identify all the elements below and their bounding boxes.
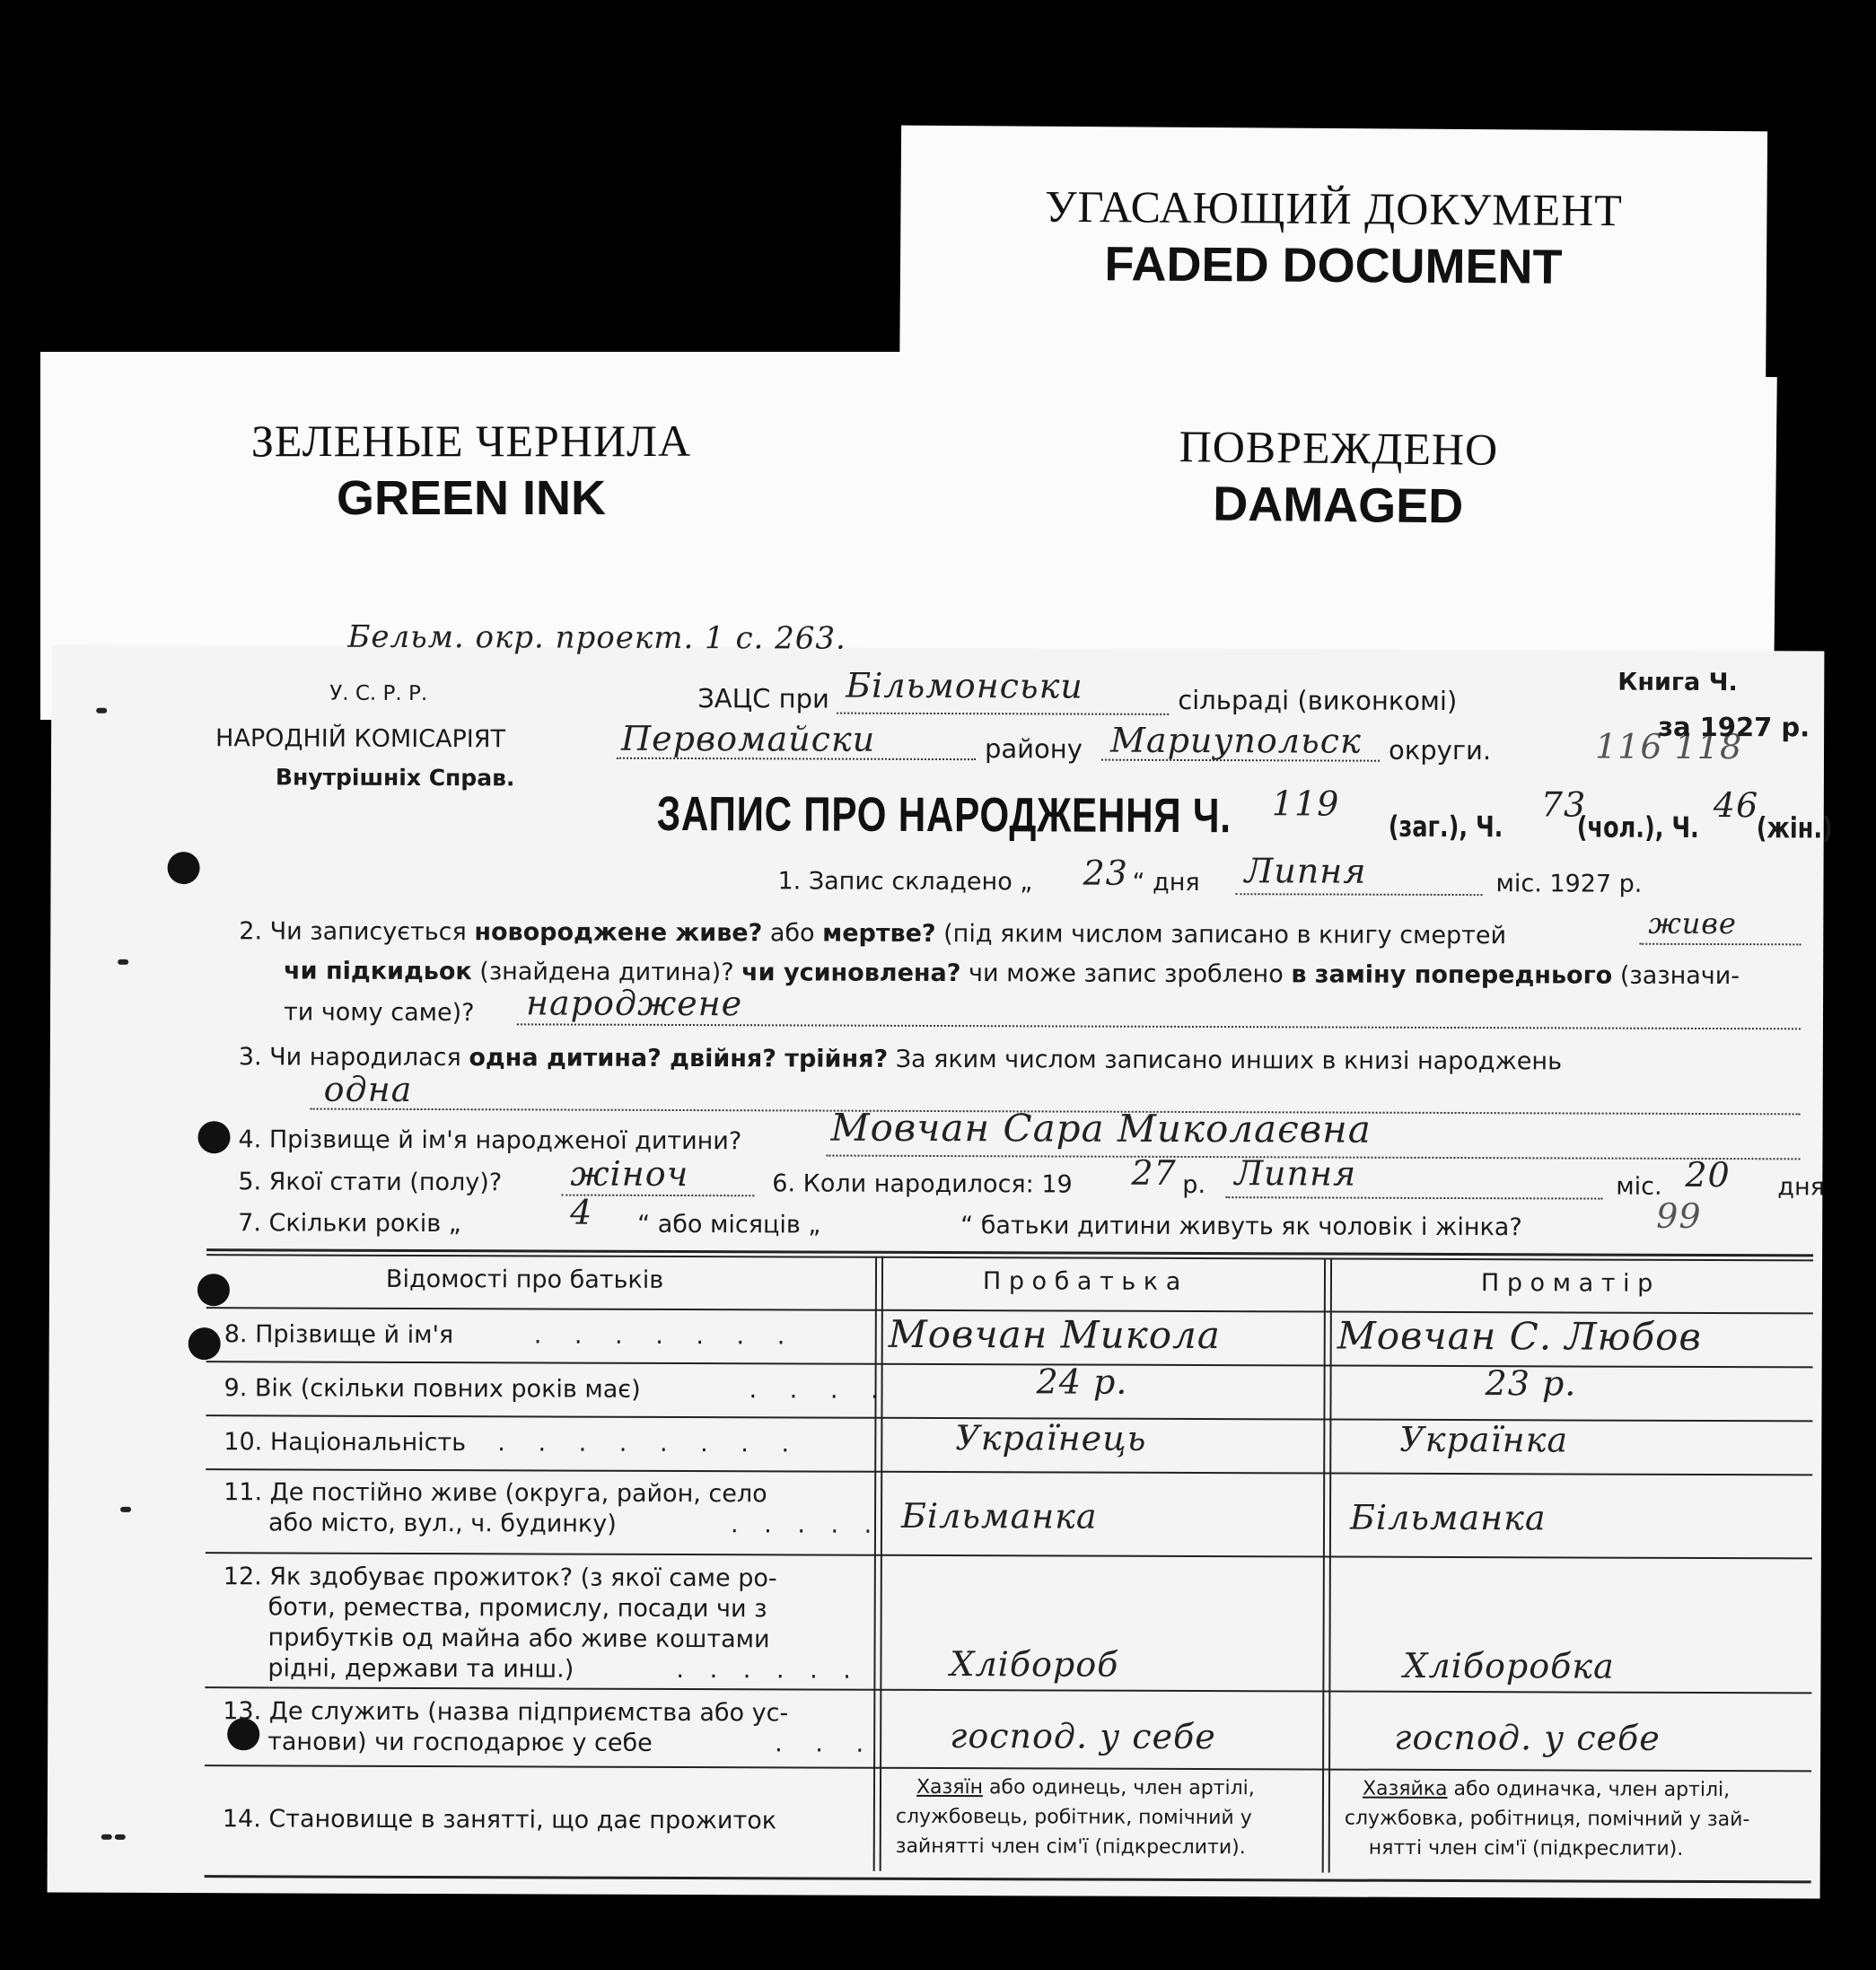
q7-answer: 99	[1656, 1195, 1702, 1236]
row14-father-line3: зайнятті член сім'ї (підкреслити).	[895, 1834, 1246, 1860]
col-divider-2	[1322, 1258, 1326, 1873]
q2-l2f: (зазначи-	[1612, 961, 1740, 991]
book-label: Книга Ч.	[1617, 668, 1738, 697]
q2-answer-alive: живе	[1648, 906, 1737, 941]
q2-l2b: (знайдена дитина)?	[471, 958, 742, 987]
title-male-label: (чол.), Ч.	[1576, 810, 1699, 845]
q2-l2c: чи усиновлена?	[741, 959, 961, 988]
q1-mid: “ дня	[1132, 868, 1200, 897]
row-line	[205, 1764, 1811, 1772]
row9-leader: . . . .	[749, 1376, 891, 1405]
q1-month: Липня	[1244, 851, 1367, 891]
col-divider-2b	[1328, 1258, 1332, 1873]
row14-mother-line1	[1363, 1778, 1730, 1801]
table-bottom-line	[205, 1875, 1811, 1883]
q7-years: 4	[570, 1192, 593, 1232]
col-divider-1	[873, 1256, 877, 1871]
row13-father: господ. у себе	[950, 1716, 1216, 1757]
title-total-number: 119	[1271, 784, 1340, 824]
row-line	[206, 1552, 1812, 1559]
ussr-heading: У. С. Р. Р.	[329, 681, 428, 706]
q2-line1	[239, 917, 1506, 950]
binder-hole	[197, 1274, 230, 1306]
row13-mother: господ. у себе	[1394, 1717, 1661, 1758]
q2-l1d: мертве?	[822, 919, 936, 948]
faded-label-ru: УГАСАЮЩИЙ ДОКУМЕНТ	[1044, 180, 1623, 236]
title-female-number: 46	[1713, 785, 1759, 826]
binder-hole	[168, 852, 200, 884]
speck	[115, 1834, 126, 1840]
q6-month-dots	[1225, 1196, 1602, 1199]
q3-answer: одна	[323, 1069, 413, 1109]
q2-line2	[284, 957, 1740, 990]
row10-mother: Українка	[1399, 1419, 1569, 1460]
row11-leader: . . . . .	[730, 1510, 881, 1539]
q1-month-dots	[1235, 893, 1482, 896]
village-handwritten: Більмонськи	[846, 665, 1083, 706]
row10-label: 10. Національність	[224, 1428, 467, 1458]
speck	[118, 959, 128, 965]
raion-label: району	[984, 733, 1083, 765]
col-divider-1b	[880, 1256, 883, 1871]
q2-l1e: (під яким числом записано в книгу смертей	[935, 919, 1507, 950]
row12-leader: . . . . . .	[676, 1655, 860, 1685]
row11-mother: Більманка	[1349, 1497, 1547, 1538]
internal-affairs-heading: Внутрішніх Справ.	[275, 764, 515, 792]
row8-leader: . . . . . . .	[533, 1321, 798, 1351]
row13-label-1: 13. Де служить (назва підприємства або ус-	[223, 1697, 789, 1728]
q5-answer-sex: жіноч	[570, 1153, 689, 1195]
speck	[120, 1507, 131, 1512]
row10-father: Українець	[955, 1418, 1147, 1458]
table-head-father: П р о б а т ь к а	[982, 1267, 1181, 1296]
zags-prefix: ЗАЦС при	[697, 683, 829, 714]
row12-mother: Хліборобка	[1403, 1645, 1615, 1686]
q6-day: 20	[1685, 1154, 1731, 1195]
archive-stamp-number: 116 118	[1594, 726, 1743, 767]
speck	[96, 708, 107, 714]
okruh-handwritten: Мариупольск	[1109, 720, 1362, 761]
q2-answer-born: народжене	[525, 983, 743, 1024]
row11-father: Більманка	[900, 1495, 1098, 1537]
damaged-label-ru: ПОВРЕЖДЕНО	[1179, 421, 1499, 475]
q7-c: “ батьки дитини живуть як чоловік і жінка?	[960, 1212, 1522, 1242]
year-label: за 1927 р.	[1658, 711, 1810, 743]
row10-leader: . . . . . . . .	[497, 1429, 802, 1458]
binder-hole	[188, 1327, 221, 1360]
row9-label: 9. Вік (скільки повних років має)	[224, 1374, 641, 1404]
damaged-label-en: DAMAGED	[1212, 477, 1464, 534]
q3-line	[239, 1043, 1562, 1075]
okruh-dots	[1101, 759, 1380, 762]
row14-father-line2: службовець, робітник, помічний у	[895, 1805, 1252, 1830]
row14-father-owner: Хазяїн	[916, 1775, 984, 1799]
row11-label-2: або місто, вул., ч. будинку)	[267, 1509, 617, 1538]
row9-mother: 23 р.	[1485, 1363, 1577, 1404]
row14-mother-line3: нятті член сім'ї (підкреслити).	[1368, 1836, 1684, 1861]
q7-a: 7. Скільки років „	[238, 1209, 461, 1239]
q2-alive-dots	[1639, 943, 1801, 946]
green-ink-label-en: GREEN INK	[336, 471, 607, 525]
q4-answer-child-name: Мовчан Сара Миколаєвна	[830, 1105, 1372, 1151]
q2-l1a: 2. Чи записується	[239, 917, 475, 947]
birth-record-form	[48, 618, 1833, 1899]
row12-label-3: прибутків од майна або живе коштами	[267, 1624, 770, 1654]
q3-a: 3. Чи народилася	[238, 1043, 469, 1073]
row14-mother-line2: службовка, робітниця, помічний у зай-	[1344, 1807, 1750, 1832]
green-ink-label-ru: ЗЕЛЕНЫЕ ЧЕРНИЛА	[250, 416, 692, 466]
q3-c: За яким числом записано инших в книзі народжень	[888, 1045, 1563, 1076]
row13-leader: . . .	[775, 1729, 877, 1758]
table-head-info: Відомості про батьків	[385, 1265, 664, 1294]
row9-father: 24 р.	[1036, 1361, 1128, 1402]
row12-father: Хлібороб	[950, 1644, 1119, 1685]
q7-b: “ або місяців „	[637, 1210, 821, 1239]
commissariat-heading: НАРОДНІЙ КОМІСАРІЯТ	[215, 724, 506, 754]
table-head-mother: П р о м а т і р	[1480, 1269, 1653, 1298]
raion-handwritten: Первомайски	[620, 718, 876, 759]
q6-month: Липня	[1234, 1153, 1357, 1194]
title-female-label: (жін.)	[1756, 810, 1833, 845]
damaged-label	[899, 368, 1777, 687]
record-title: ЗАПИС ПРО НАРОДЖЕННЯ Ч.	[656, 786, 1232, 844]
q2-born-dots	[517, 1023, 1801, 1029]
row11-label-1: 11. Де постійно живе (округа, район, село	[224, 1478, 767, 1509]
q6-year: 27	[1131, 1152, 1177, 1193]
q2-l2a: чи підкидьок	[284, 957, 472, 986]
row8-father: Мовчан Микола	[888, 1311, 1221, 1358]
q2-l1c: або	[762, 919, 823, 948]
row8-mother: Мовчан С. Любов	[1337, 1313, 1702, 1359]
row13-label-2: танови) чи господарює у себе	[267, 1728, 653, 1757]
q2-l2d: чи може запис зроблено	[960, 959, 1292, 989]
q4-question: 4. Прізвище й ім'я народженої дитини?	[238, 1125, 742, 1156]
q3-b: одна дитина? двійня? трійня?	[469, 1044, 889, 1073]
row12-label-1: 12. Як здобуває прожиток? (з якої саме ро-	[223, 1563, 777, 1593]
raion-dots	[617, 757, 976, 760]
q5-question: 5. Якої стати (полу)?	[238, 1168, 503, 1197]
title-male-number: 73	[1540, 784, 1587, 825]
row-line	[206, 1468, 1812, 1475]
q6-question: 6. Коли народилося: 19	[772, 1169, 1073, 1199]
speck	[101, 1834, 112, 1840]
q1-prefix: 1. Запис складено „	[777, 867, 1033, 897]
top-scribble: Бельм. окр. проект. 1 с. 263.	[347, 618, 846, 657]
row14-mother-owner: Хазяйка	[1362, 1777, 1448, 1800]
row8-label: 8. Прізвище й ім'я	[224, 1320, 454, 1350]
q2-line3: ти чому саме)?	[283, 998, 475, 1028]
row14-mother-1b: або одиначка, член артілі,	[1447, 1777, 1731, 1802]
okruh-label: округи.	[1388, 734, 1492, 766]
q2-l1b: новороджене живе?	[474, 918, 763, 948]
q6-dnya: дня	[1777, 1173, 1825, 1202]
row14-father-line1	[916, 1776, 1255, 1799]
q6-mis: міс.	[1616, 1172, 1662, 1201]
row14-father-1b: або одинець, член артілі,	[982, 1776, 1255, 1800]
row12-label-4: рідні, держави та инш.)	[267, 1654, 574, 1684]
title-total-label: (заг.), Ч.	[1388, 809, 1503, 845]
row12-label-2: боти, ремества, промислу, посади чи з	[267, 1593, 767, 1624]
binder-hole	[197, 1121, 230, 1153]
faded-label-en: FADED DOCUMENT	[1104, 237, 1563, 294]
row-line	[205, 1686, 1811, 1694]
q2-l2e: в заміну попереднього	[1291, 960, 1613, 990]
q6-r: р.	[1182, 1170, 1206, 1200]
zags-suffix: сільраді (виконкомі)	[1178, 684, 1458, 717]
row14-label: 14. Становище в занятті, що дає прожиток	[222, 1805, 777, 1835]
q1-day: 23	[1083, 853, 1128, 893]
q1-suffix: міс. 1927 р.	[1495, 870, 1643, 898]
village-dots	[837, 713, 1169, 715]
